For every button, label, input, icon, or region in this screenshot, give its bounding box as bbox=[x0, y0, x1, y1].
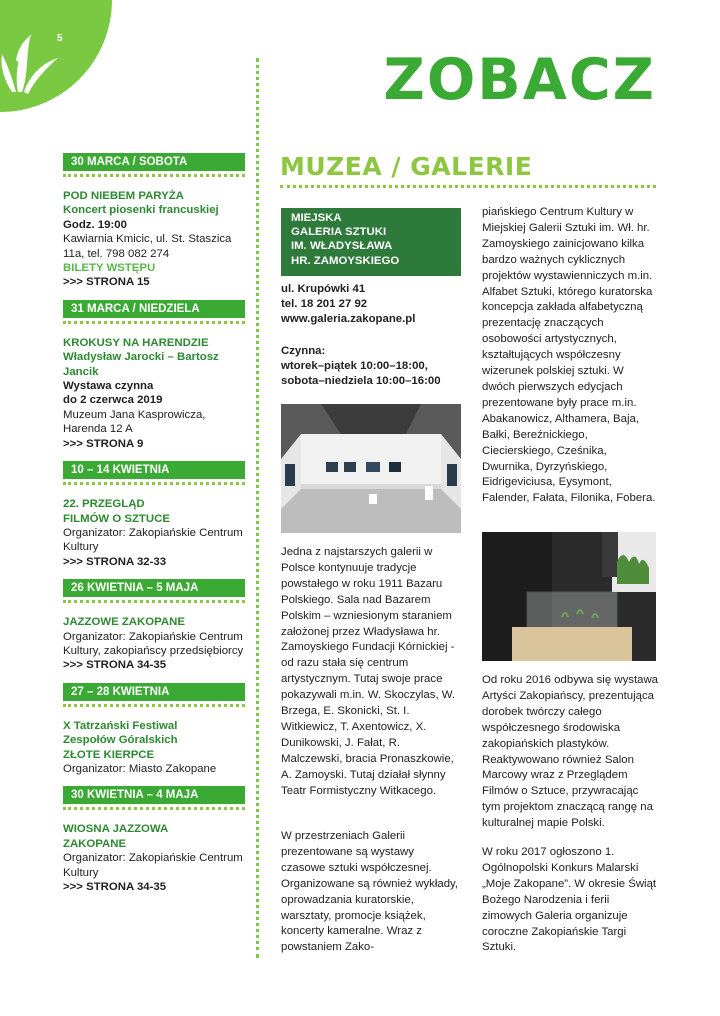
section-title: MUZEA / GALERIE bbox=[280, 152, 533, 181]
event-details bbox=[63, 336, 245, 451]
event-group bbox=[63, 461, 245, 569]
event-divider bbox=[63, 174, 245, 177]
event-title: WIOSNA JAZZOWA bbox=[63, 823, 169, 836]
event-title: Zespołów Góralskich bbox=[63, 734, 178, 747]
event-date-band: 26 KWIETNIA – 5 MAJA bbox=[63, 579, 245, 597]
event-date-band: 10 – 14 KWIETNIA bbox=[63, 461, 245, 479]
event-title: KROKUSY NA HARENDZIE bbox=[63, 336, 209, 349]
gallery-name-line: HR. ZAMOYSKIEGO bbox=[291, 254, 400, 267]
gallery-hours bbox=[281, 344, 471, 388]
event-title: POD NIEBEM PARYŻA bbox=[63, 190, 184, 202]
hours-weekday: wtorek–piątek 10:00–18:00, bbox=[281, 359, 428, 372]
event-info: Wystawa czynna bbox=[63, 380, 154, 393]
event-title: JAZZOWE ZAKOPANE bbox=[63, 616, 185, 629]
event-page-link[interactable]: >>> STRONA 32-33 bbox=[63, 555, 167, 568]
event-page-link[interactable]: >>> STRONA 9 bbox=[63, 437, 144, 450]
gallery-website[interactable]: www.galeria.zakopane.pl bbox=[281, 312, 416, 325]
event-tickets-link[interactable]: BILETY WSTĘPU bbox=[63, 262, 156, 275]
event-details bbox=[63, 615, 245, 673]
event-title: FILMÓW O SZTUCE bbox=[63, 512, 170, 525]
event-title: Władysław Jarocki – Bartosz Jancik bbox=[63, 351, 219, 378]
gallery-name-line: MIEJSKA bbox=[291, 212, 342, 224]
paragraph: W roku 2017 ogłoszono 1. Ogólnopolski Konkurs Malarski „Moje Zakopane”. W okresie Świąt Bożego Narodzenia i ferii zimowych Galeria organizuje coroczne Zakopiańskie Targi Sztuki. bbox=[482, 846, 657, 954]
event-group bbox=[63, 300, 245, 451]
event-date-band: 31 MARCA / NIEDZIELA bbox=[63, 300, 245, 318]
event-info: Organizator: Zakopiańskie Centrum Kultury bbox=[63, 852, 243, 879]
event-info: Organizator: Miasto Zakopane bbox=[63, 762, 217, 775]
paragraph: Jedna z najstarszych galerii w Polsce kontynuuje tradycje powstałego w roku 1911 Bazaru Polskiego. Sala nad Bazarem Polskim – wzniesionym staraniem założonej przez Władysława hr. Zamoyskiego Fundacji Kórnickiej - od razu stała się centrum artystycznym. Tutaj swoje prace pokazywali m.in. W. Skoczylas, W. Brzega, E. Skonicki, St. I. Witkiewicz, T. Axentowicz, X. Dunikowski, J. Fałat, R. Malczewski, bracia Pronaszkowie, A. Zamoyski. Tutaj działał słynny Teatr Formistyczny Witkacego. bbox=[281, 546, 456, 797]
section-divider bbox=[280, 185, 656, 188]
paragraph: Od roku 2016 odbywa się wystawa Artyści Zakopiańscy, prezentująca dorobek twórczy całego współczesnego środowiska zakopiańskich plastyków. Reaktywowano również Salon Marcowy wraz z Przeglądem Filmów o Sztuce, przywracając tym projektom znaczącą rangę na kulturalnej mapie Polski. bbox=[482, 674, 659, 830]
event-group bbox=[63, 153, 245, 290]
event-details bbox=[63, 719, 245, 777]
event-title: X Tatrzański Festiwal bbox=[63, 719, 178, 732]
paragraph: piańskiego Centrum Kultury w Miejskiej Galerii Sztuki im. Wł. hr. Zamoyskiego zainicjowano kilka bardzo ważnych cyklicznych projektów wystawienniczych m.in. Alfabet Sztuki, którego kuratorska koncepcja zakłada alfabetyczną prezentację znaczących osobowości artystycznych, kształtujących współczesny wizerunek polskiej sztuki. W dwóch pierwszych edycjach prezentowane były prace m.in. Abakanowicz, Althamera, Baja, Bałki, Bereźnickiego, Ciecierskiego, Cześnika, Dwurnika, Dyrzyńskiego, Eidrigeviciusa, Eysymont, Falender, Fałata, Filonika, Fobera. bbox=[482, 206, 656, 505]
event-divider bbox=[63, 600, 245, 603]
event-title: ZAKOPANE bbox=[63, 837, 127, 850]
event-page-link[interactable]: >>> STRONA 15 bbox=[63, 276, 150, 289]
event-divider bbox=[63, 482, 245, 485]
gallery-name-box bbox=[281, 208, 461, 276]
hours-weekend: sobota–niedziela 10:00–16:00 bbox=[281, 374, 441, 387]
exhibit-glass-case-photo bbox=[482, 532, 656, 661]
event-group bbox=[63, 683, 245, 777]
gallery-activities-text bbox=[281, 829, 459, 956]
exhibitions-text bbox=[482, 673, 658, 832]
event-divider bbox=[63, 704, 245, 707]
event-info: Organizator: Zakopiańskie Centrum Kultury bbox=[63, 526, 243, 554]
event-page-link[interactable]: >>> STRONA 34-35 bbox=[63, 881, 167, 893]
event-divider bbox=[63, 321, 245, 324]
event-info: Muzeum Jana Kasprowicza, Harenda 12 A bbox=[63, 408, 206, 436]
event-date-band: 30 MARCA / SOBOTA bbox=[63, 153, 245, 171]
gallery-address: ul. Krupówki 41 bbox=[281, 283, 366, 295]
event-title: Koncert piosenki francuskiej bbox=[63, 204, 219, 217]
contest-text bbox=[482, 845, 658, 956]
event-date-band: 27 – 28 KWIETNIA bbox=[63, 683, 245, 701]
gallery-phone: tel. 18 201 27 92 bbox=[281, 297, 368, 310]
event-info: do 2 czerwca 2019 bbox=[63, 394, 163, 407]
events-column bbox=[63, 153, 245, 904]
gallery-name-line: GALERIA SZTUKI bbox=[291, 226, 387, 239]
event-info: Organizator: Zakopiańskie Centrum Kultury, zakopiańscy przedsiębiorcy bbox=[63, 630, 244, 657]
event-details bbox=[63, 189, 245, 290]
gallery-name-line: IM. WŁADYSŁAWA bbox=[291, 240, 393, 253]
gallery-history-text bbox=[281, 545, 459, 800]
event-title: ZŁOTE KIERPCE bbox=[63, 748, 155, 761]
hours-label: Czynna: bbox=[281, 345, 326, 357]
paragraph: W przestrzeniach Galerii prezentowane są wystawy czasowe sztuki współczesnej. Organizowane są również wykłady, oprowadzania kuratorskie, warsztaty, promocje książek, koncerty kameralne. Wraz z powstaniem Zako- bbox=[281, 830, 459, 954]
event-date-band: 30 KWIETNIA – 4 MAJA bbox=[63, 786, 245, 804]
event-details bbox=[63, 822, 245, 894]
event-group bbox=[63, 579, 245, 673]
page-number: 5 bbox=[57, 33, 63, 44]
event-title: 22. PRZEGLĄD bbox=[63, 498, 145, 511]
page-title: ZOBACZ bbox=[383, 47, 656, 113]
gallery-projects-text bbox=[482, 205, 658, 507]
event-page-link[interactable]: >>> STRONA 34-35 bbox=[63, 659, 167, 672]
corner-leaf-emblem bbox=[0, 0, 112, 112]
event-info: Godz. 19:00 bbox=[63, 218, 127, 231]
event-details bbox=[63, 497, 245, 569]
gallery-interior-photo bbox=[281, 404, 461, 533]
event-group bbox=[63, 786, 245, 894]
column-divider bbox=[256, 58, 259, 958]
event-divider bbox=[63, 807, 245, 810]
event-info: Kawiarnia Kmicic, ul. St. Staszica 11a, tel. 798 082 274 bbox=[63, 233, 232, 260]
gallery-contact bbox=[281, 282, 461, 326]
